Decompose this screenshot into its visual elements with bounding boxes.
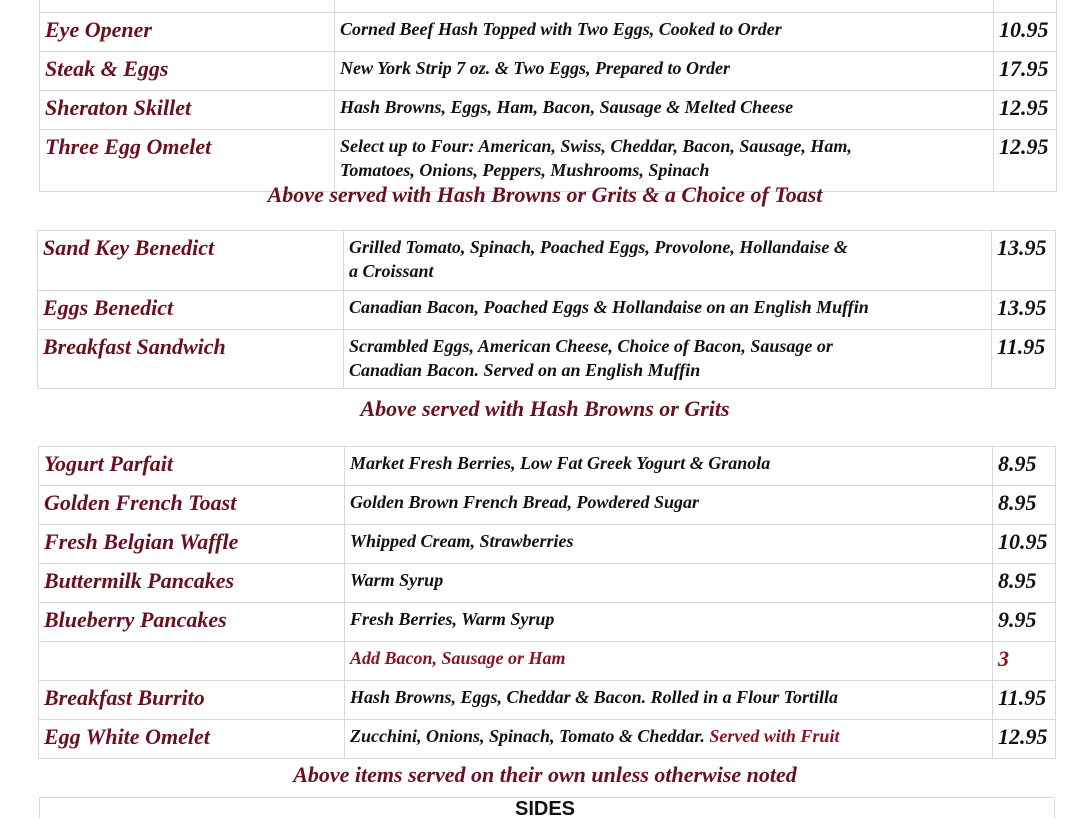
item-name: Egg White Omelet [39, 720, 345, 759]
sides-heading: SIDES [514, 798, 576, 820]
item-price: 10.95 [993, 525, 1056, 564]
table-row [38, 291, 1056, 330]
item-name: Eggs Benedict [38, 291, 344, 330]
item-price: 9.95 [993, 603, 1056, 642]
item-description: Market Fresh Berries, Low Fat Greek Yogurt & Granola [345, 447, 993, 486]
item-name: Sand Key Benedict [38, 231, 344, 291]
item-description: Canadian Bacon, Poached Eggs & Hollandaise on an English Muffin [344, 291, 992, 330]
table-row [39, 681, 1056, 720]
menu-table-griddle [38, 446, 1056, 759]
item-description-line: Canadian Bacon. Served on an English Muffin [349, 360, 701, 380]
item-name: Golden French Toast [39, 486, 345, 525]
item-price: 11.95 [993, 681, 1056, 720]
table-row [39, 564, 1056, 603]
table-row [40, 13, 1057, 52]
item-price: 8.95 [993, 486, 1056, 525]
item-price: 13.95 [992, 231, 1056, 291]
item-name: Three Egg Omelet [40, 130, 335, 192]
item-price: 12.95 [994, 130, 1057, 192]
section-note: Above served with Hash Browns or Grits & a Choice of Toast [267, 182, 823, 207]
item-description-line: a Croissant [349, 261, 434, 281]
item-description-text: Zucchini, Onions, Spinach, Tomato & Cheddar. [350, 726, 705, 746]
item-description: Corned Beef Hash Topped with Two Eggs, Cooked to Order [335, 13, 994, 52]
item-name: Buttermilk Pancakes [39, 564, 345, 603]
section-note: Above served with Hash Browns or Grits [360, 396, 730, 421]
item-name: Breakfast Sandwich [38, 330, 344, 389]
menu-table-benedicts [37, 230, 1056, 389]
item-name-empty [39, 642, 345, 681]
table-row [39, 525, 1056, 564]
item-name: Steak & Eggs [40, 52, 335, 91]
item-price: 8.95 [993, 447, 1056, 486]
item-description-line: Select up to Four: American, Swiss, Cheddar, Bacon, Sausage, Ham, [340, 136, 852, 156]
table-row-partial [40, 0, 1057, 13]
table-row [39, 720, 1056, 759]
item-description-line: Grilled Tomato, Spinach, Poached Eggs, Provolone, Hollandaise & [349, 237, 848, 257]
addon-description: Add Bacon, Sausage or Ham [345, 642, 993, 681]
table-row [38, 231, 1056, 291]
table-row [39, 486, 1056, 525]
item-price: 8.95 [993, 564, 1056, 603]
item-description [345, 720, 993, 759]
item-description: Whipped Cream, Strawberries [345, 525, 993, 564]
table-row [40, 91, 1057, 130]
item-price: 17.95 [994, 52, 1057, 91]
item-name: Fresh Belgian Waffle [39, 525, 345, 564]
item-description: New York Strip 7 oz. & Two Eggs, Prepared to Order [335, 52, 994, 91]
item-description: Hash Browns, Eggs, Cheddar & Bacon. Rolled in a Flour Tortilla [345, 681, 993, 720]
table-row [39, 447, 1056, 486]
item-description: Hash Browns, Eggs, Ham, Bacon, Sausage & Melted Cheese [335, 91, 994, 130]
item-price: 11.95 [992, 330, 1056, 389]
table-row [39, 603, 1056, 642]
item-name: Breakfast Burrito [39, 681, 345, 720]
item-description-line: Scrambled Eggs, American Cheese, Choice of Bacon, Sausage or [349, 336, 833, 356]
item-name: Blueberry Pancakes [39, 603, 345, 642]
table-row-addon [39, 642, 1056, 681]
item-description: Golden Brown French Bread, Powdered Sugar [345, 486, 993, 525]
menu-table-eggs [39, 0, 1057, 192]
table-row [40, 52, 1057, 91]
item-name: Yogurt Parfait [39, 447, 345, 486]
item-price: 12.95 [993, 720, 1056, 759]
item-description-note: Served with Fruit [709, 726, 840, 746]
table-row [38, 330, 1056, 389]
section-note: Above items served on their own unless otherwise noted [293, 762, 797, 787]
item-price: 12.95 [994, 91, 1057, 130]
item-description: Warm Syrup [345, 564, 993, 603]
addon-price: 3 [993, 642, 1056, 681]
item-description-line: Tomatoes, Onions, Peppers, Mushrooms, Spinach [340, 160, 710, 180]
item-description [344, 231, 992, 291]
item-price: 13.95 [992, 291, 1056, 330]
item-name: Sheraton Skillet [40, 91, 335, 130]
item-description: Fresh Berries, Warm Syrup [345, 603, 993, 642]
item-description [344, 330, 992, 389]
item-name: Eye Opener [40, 13, 335, 52]
item-price: 10.95 [994, 13, 1057, 52]
